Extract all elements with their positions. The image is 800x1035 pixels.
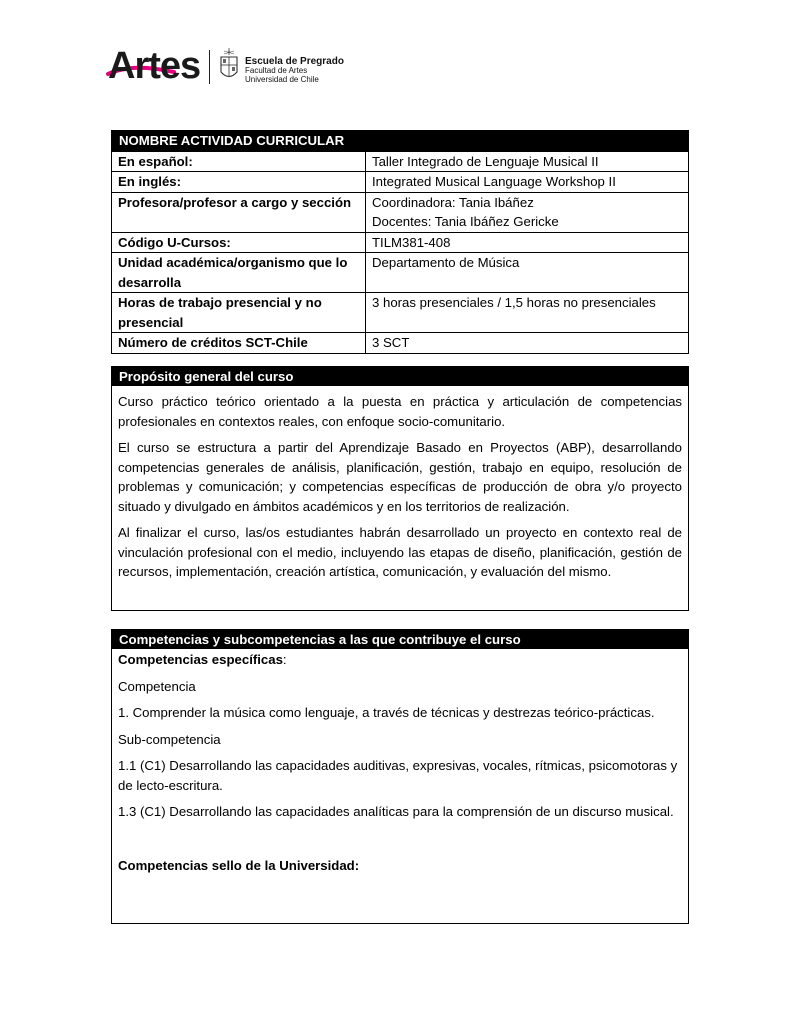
sub-competence-item: 1.3 (C1) Desarrollando las capacidades analíticas para la comprensión de un discurso musical. <box>118 804 674 819</box>
logo-word: Artes <box>108 45 201 87</box>
specific-colon: : <box>282 652 287 667</box>
school-name: Escuela de Pregrado <box>245 56 344 67</box>
row-label: Unidad académica/organismo que lo desarrolla <box>112 253 366 293</box>
competence-heading: Competencia <box>118 678 196 694</box>
row-value: Integrated Musical Language Workshop II <box>366 172 689 193</box>
competencies-title: Competencias y subcompetencias a las que contribuye el curso <box>112 630 688 649</box>
purpose-paragraph: Al finalizar el curso, las/os estudiantes habrán desarrollado un proyecto en contexto real de vinculación profesional con el medio, incluyendo las etapas de diseño, planificación, gestión de recursos, implementación, creación artística, comunicación, y evaluación del mismo. <box>118 525 682 579</box>
row-label: Código U-Cursos: <box>112 232 366 253</box>
row-value: Taller Integrado de Lenguaje Musical II <box>366 151 689 172</box>
table-row <box>112 151 689 172</box>
table-header-row <box>112 131 689 152</box>
specific-competencies-heading <box>118 650 682 670</box>
competencies-section <box>111 629 689 924</box>
row-label: Horas de trabajo presencial y no presencial <box>112 293 366 333</box>
purpose-paragraph: El curso se estructura a partir del Aprendizaje Basado en Proyectos (ABP), desarrollando competencias generales de análisis, planificación, gestión, trabajo en equipo, resolución de problemas y comunicación; y competencias específicas de producción de obra y/o proyecto situado y divulgado en ámbitos académicos y en los territorios de realización. <box>118 440 682 514</box>
row-value: 3 SCT <box>366 333 689 354</box>
competence-item: 1. Comprender la música como lenguaje, a través de técnicas y destrezas teórico-prácticas. <box>118 705 655 720</box>
table-title: NOMBRE ACTIVIDAD CURRICULAR <box>112 131 689 152</box>
university-name: Universidad de Chile <box>245 74 319 84</box>
row-value: 3 horas presenciales / 1,5 horas no presenciales <box>366 293 689 333</box>
table-row <box>112 253 689 293</box>
row-value: Departamento de Música <box>366 253 689 293</box>
table-row <box>112 293 689 333</box>
purpose-section <box>111 366 689 611</box>
specific-label: Competencias específicas <box>118 652 283 667</box>
logo-separator <box>209 50 210 84</box>
competencies-body <box>112 649 688 890</box>
teachers-line: Docentes: Tania Ibáñez Gericke <box>372 214 559 229</box>
sub-competence-heading: Sub-competencia <box>118 731 221 747</box>
purpose-body <box>112 386 688 590</box>
row-label: En español: <box>112 151 366 172</box>
university-seal-icon <box>218 48 240 84</box>
table-row <box>112 192 689 232</box>
sub-competence-item: 1.1 (C1) Desarrollando las capacidades auditivas, expresivas, vocales, rítmicas, psicomotoras y de lecto-escritura. <box>118 758 678 793</box>
row-value: TILM381-408 <box>366 232 689 253</box>
row-label: Profesora/profesor a cargo y sección <box>112 192 366 232</box>
table-row <box>112 232 689 253</box>
coordinator-line: Coordinadora: Tania Ibáñez <box>372 194 534 210</box>
row-value <box>366 192 689 232</box>
purpose-title: Propósito general del curso <box>112 367 688 386</box>
logo-text <box>245 56 344 84</box>
row-label: En inglés: <box>112 172 366 193</box>
seal-competencies-heading: Competencias sello de la Universidad: <box>118 857 360 873</box>
purpose-paragraph: Curso práctico teórico orientado a la puesta en práctica y articulación de competencias profesionales en contextos reales, con enfoque socio-comunitario. <box>118 394 682 429</box>
course-info-table <box>111 130 689 354</box>
table-row <box>112 333 689 354</box>
faculty-name: Facultad de Artes <box>245 66 308 75</box>
row-label: Número de créditos SCT-Chile <box>112 333 366 354</box>
table-row <box>112 172 689 193</box>
